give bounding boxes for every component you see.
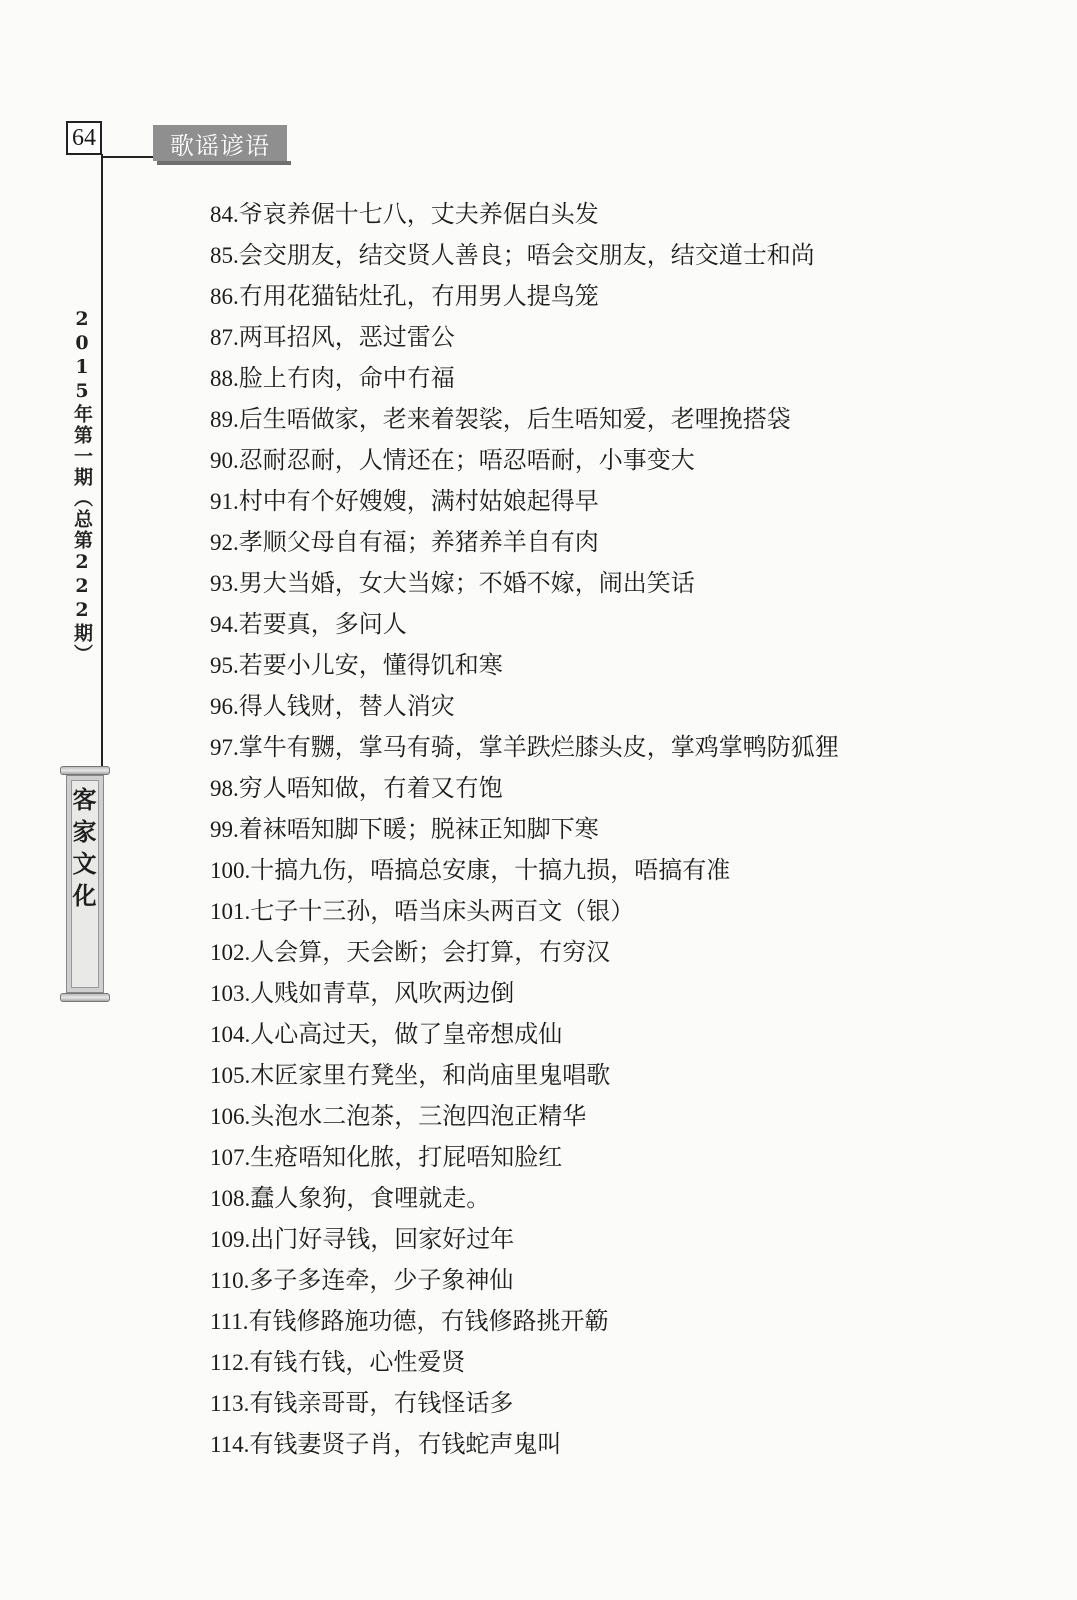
proverb-item (210, 1178, 1030, 1219)
proverb-number: 92. (210, 530, 239, 555)
proverb-text: 人贱如青草，风吹两边倒 (250, 979, 515, 1007)
proverb-number: 100. (210, 858, 251, 883)
proverb-item (210, 645, 1030, 686)
section-title-tab: 歌谣谚语 (153, 125, 287, 161)
proverb-item (210, 1383, 1030, 1424)
proverb-number: 112. (210, 1350, 250, 1375)
proverb-number: 97. (210, 735, 239, 760)
proverb-item (210, 1014, 1030, 1055)
proverb-number: 90. (210, 448, 239, 473)
proverb-number: 95. (210, 653, 239, 678)
proverb-number: 104. (210, 1022, 251, 1047)
proverb-text: 人会算，天会断；会打算，冇穷汉 (250, 938, 611, 966)
proverb-number: 108. (210, 1186, 251, 1211)
proverb-item (210, 1342, 1030, 1383)
page-number: 64 (66, 121, 102, 155)
proverb-text: 七子十三孙，唔当床头两百文（银） (250, 897, 635, 925)
proverb-item (210, 604, 1030, 645)
proverb-item (210, 850, 1030, 891)
proverb-item (210, 891, 1030, 932)
proverb-item (210, 1260, 1030, 1301)
proverb-text: 有钱冇钱，心性爱贤 (249, 1348, 466, 1376)
proverb-text: 有钱亲哥哥，冇钱怪话多 (249, 1389, 514, 1417)
proverb-text: 着袜唔知脚下暖；脱袜正知脚下寒 (238, 815, 599, 843)
proverb-item (210, 1301, 1030, 1342)
proverb-item (210, 399, 1030, 440)
proverb-item (210, 358, 1030, 399)
proverb-number: 94. (210, 612, 239, 637)
proverb-number: 86. (210, 284, 239, 309)
proverb-text: 后生唔做家，老来着袈裟，后生唔知爱，老哩挽搭袋 (238, 405, 791, 433)
proverb-text: 有钱修路施功德，冇钱修路挑开簕 (248, 1307, 609, 1335)
proverb-number: 93. (210, 571, 239, 596)
proverb-item (210, 1424, 1030, 1465)
proverb-item (210, 194, 1030, 235)
proverb-item (210, 1096, 1030, 1137)
proverb-item (210, 1055, 1030, 1096)
proverb-text: 多子多连牵，少子象神仙 (249, 1266, 514, 1294)
proverb-number: 110. (210, 1268, 250, 1293)
proverb-number: 98. (210, 776, 239, 801)
proverb-item (210, 317, 1030, 358)
proverb-text: 会交朋友，结交贤人善良；唔会交朋友，结交道士和尚 (238, 241, 815, 269)
scroll-emblem-text: 客家文化 (68, 787, 97, 915)
proverb-text: 掌牛有嬲，掌马有骑，掌羊跌烂膝头皮，掌鸡掌鸭防狐狸 (238, 733, 839, 761)
proverb-item (210, 727, 1030, 768)
proverb-item (210, 932, 1030, 973)
proverb-number: 114. (210, 1432, 250, 1457)
proverb-item (210, 686, 1030, 727)
scroll-rod-bottom (60, 993, 110, 1002)
proverb-number: 103. (210, 981, 251, 1006)
proverb-number: 85. (210, 243, 239, 268)
scroll-paper (66, 775, 104, 993)
proverb-number: 84. (210, 202, 239, 227)
proverb-text: 若要小儿安，懂得饥和寒 (238, 651, 503, 679)
proverb-item (210, 276, 1030, 317)
proverb-text: 村中有个好嫂嫂，满村姑娘起得早 (238, 487, 599, 515)
proverb-item (210, 1219, 1030, 1260)
proverb-number: 101. (210, 899, 251, 924)
proverb-text: 出门好寻钱，回家好过年 (250, 1225, 515, 1253)
proverb-number: 105. (210, 1063, 251, 1088)
proverb-number: 96. (210, 694, 239, 719)
proverb-text: 脸上冇肉，命中冇福 (238, 364, 455, 392)
proverb-item (210, 522, 1030, 563)
proverb-number: 111. (210, 1309, 249, 1334)
proverb-text: 头泡水二泡茶，三泡四泡正精华 (250, 1102, 587, 1130)
proverb-number: 107. (210, 1145, 251, 1170)
proverb-text: 男大当婚，女大当嫁；不婚不嫁，闹出笑话 (238, 569, 695, 597)
proverb-number: 89. (210, 407, 239, 432)
margin-rule (101, 154, 103, 766)
proverb-number: 87. (210, 325, 239, 350)
proverb-text: 穷人唔知做，冇着又冇饱 (238, 774, 503, 802)
proverb-text: 冇用花猫钻灶孔，冇用男人提鸟笼 (238, 282, 599, 310)
proverb-text: 爷哀养倨十七八，丈夫养倨白头发 (238, 200, 599, 228)
scroll-emblem (60, 766, 110, 1002)
proverb-number: 113. (210, 1391, 250, 1416)
proverb-text: 若要真，多问人 (238, 610, 407, 638)
proverb-number: 88. (210, 366, 239, 391)
proverb-item (210, 1137, 1030, 1178)
proverb-number: 99. (210, 817, 239, 842)
proverb-item (210, 809, 1030, 850)
proverb-item (210, 768, 1030, 809)
proverb-text: 得人钱财，替人消灾 (238, 692, 455, 720)
proverb-text: 孝顺父母自有福；养猪养羊自有肉 (238, 528, 599, 556)
proverb-text: 忍耐忍耐，人情还在；唔忍唔耐，小事变大 (238, 446, 695, 474)
proverb-text: 有钱妻贤子肖，冇钱蛇声鬼叫 (249, 1430, 562, 1458)
proverb-list (210, 194, 1030, 1465)
proverb-number: 109. (210, 1227, 251, 1252)
proverb-text: 生疮唔知化脓，打屁唔知脸红 (250, 1143, 563, 1171)
proverb-number: 106. (210, 1104, 251, 1129)
proverb-text: 两耳招风，恶过雷公 (238, 323, 455, 351)
proverb-text: 蠢人象狗，食哩就走。 (250, 1184, 491, 1212)
proverb-text: 十搞九伤，唔搞总安康，十搞九损，唔搞有准 (250, 856, 731, 884)
proverb-item (210, 563, 1030, 604)
proverb-text: 木匠家里冇凳坐，和尚庙里鬼唱歌 (250, 1061, 611, 1089)
proverb-item (210, 235, 1030, 276)
issue-info: 2015年第一期（总第222期） (71, 308, 93, 665)
proverb-number: 91. (210, 489, 239, 514)
proverb-item (210, 973, 1030, 1014)
proverb-number: 102. (210, 940, 251, 965)
proverb-item (210, 481, 1030, 522)
header-rule (102, 156, 157, 158)
scroll-rod-top (60, 766, 110, 775)
proverb-item (210, 440, 1030, 481)
proverb-text: 人心高过天，做了皇帝想成仙 (250, 1020, 563, 1048)
